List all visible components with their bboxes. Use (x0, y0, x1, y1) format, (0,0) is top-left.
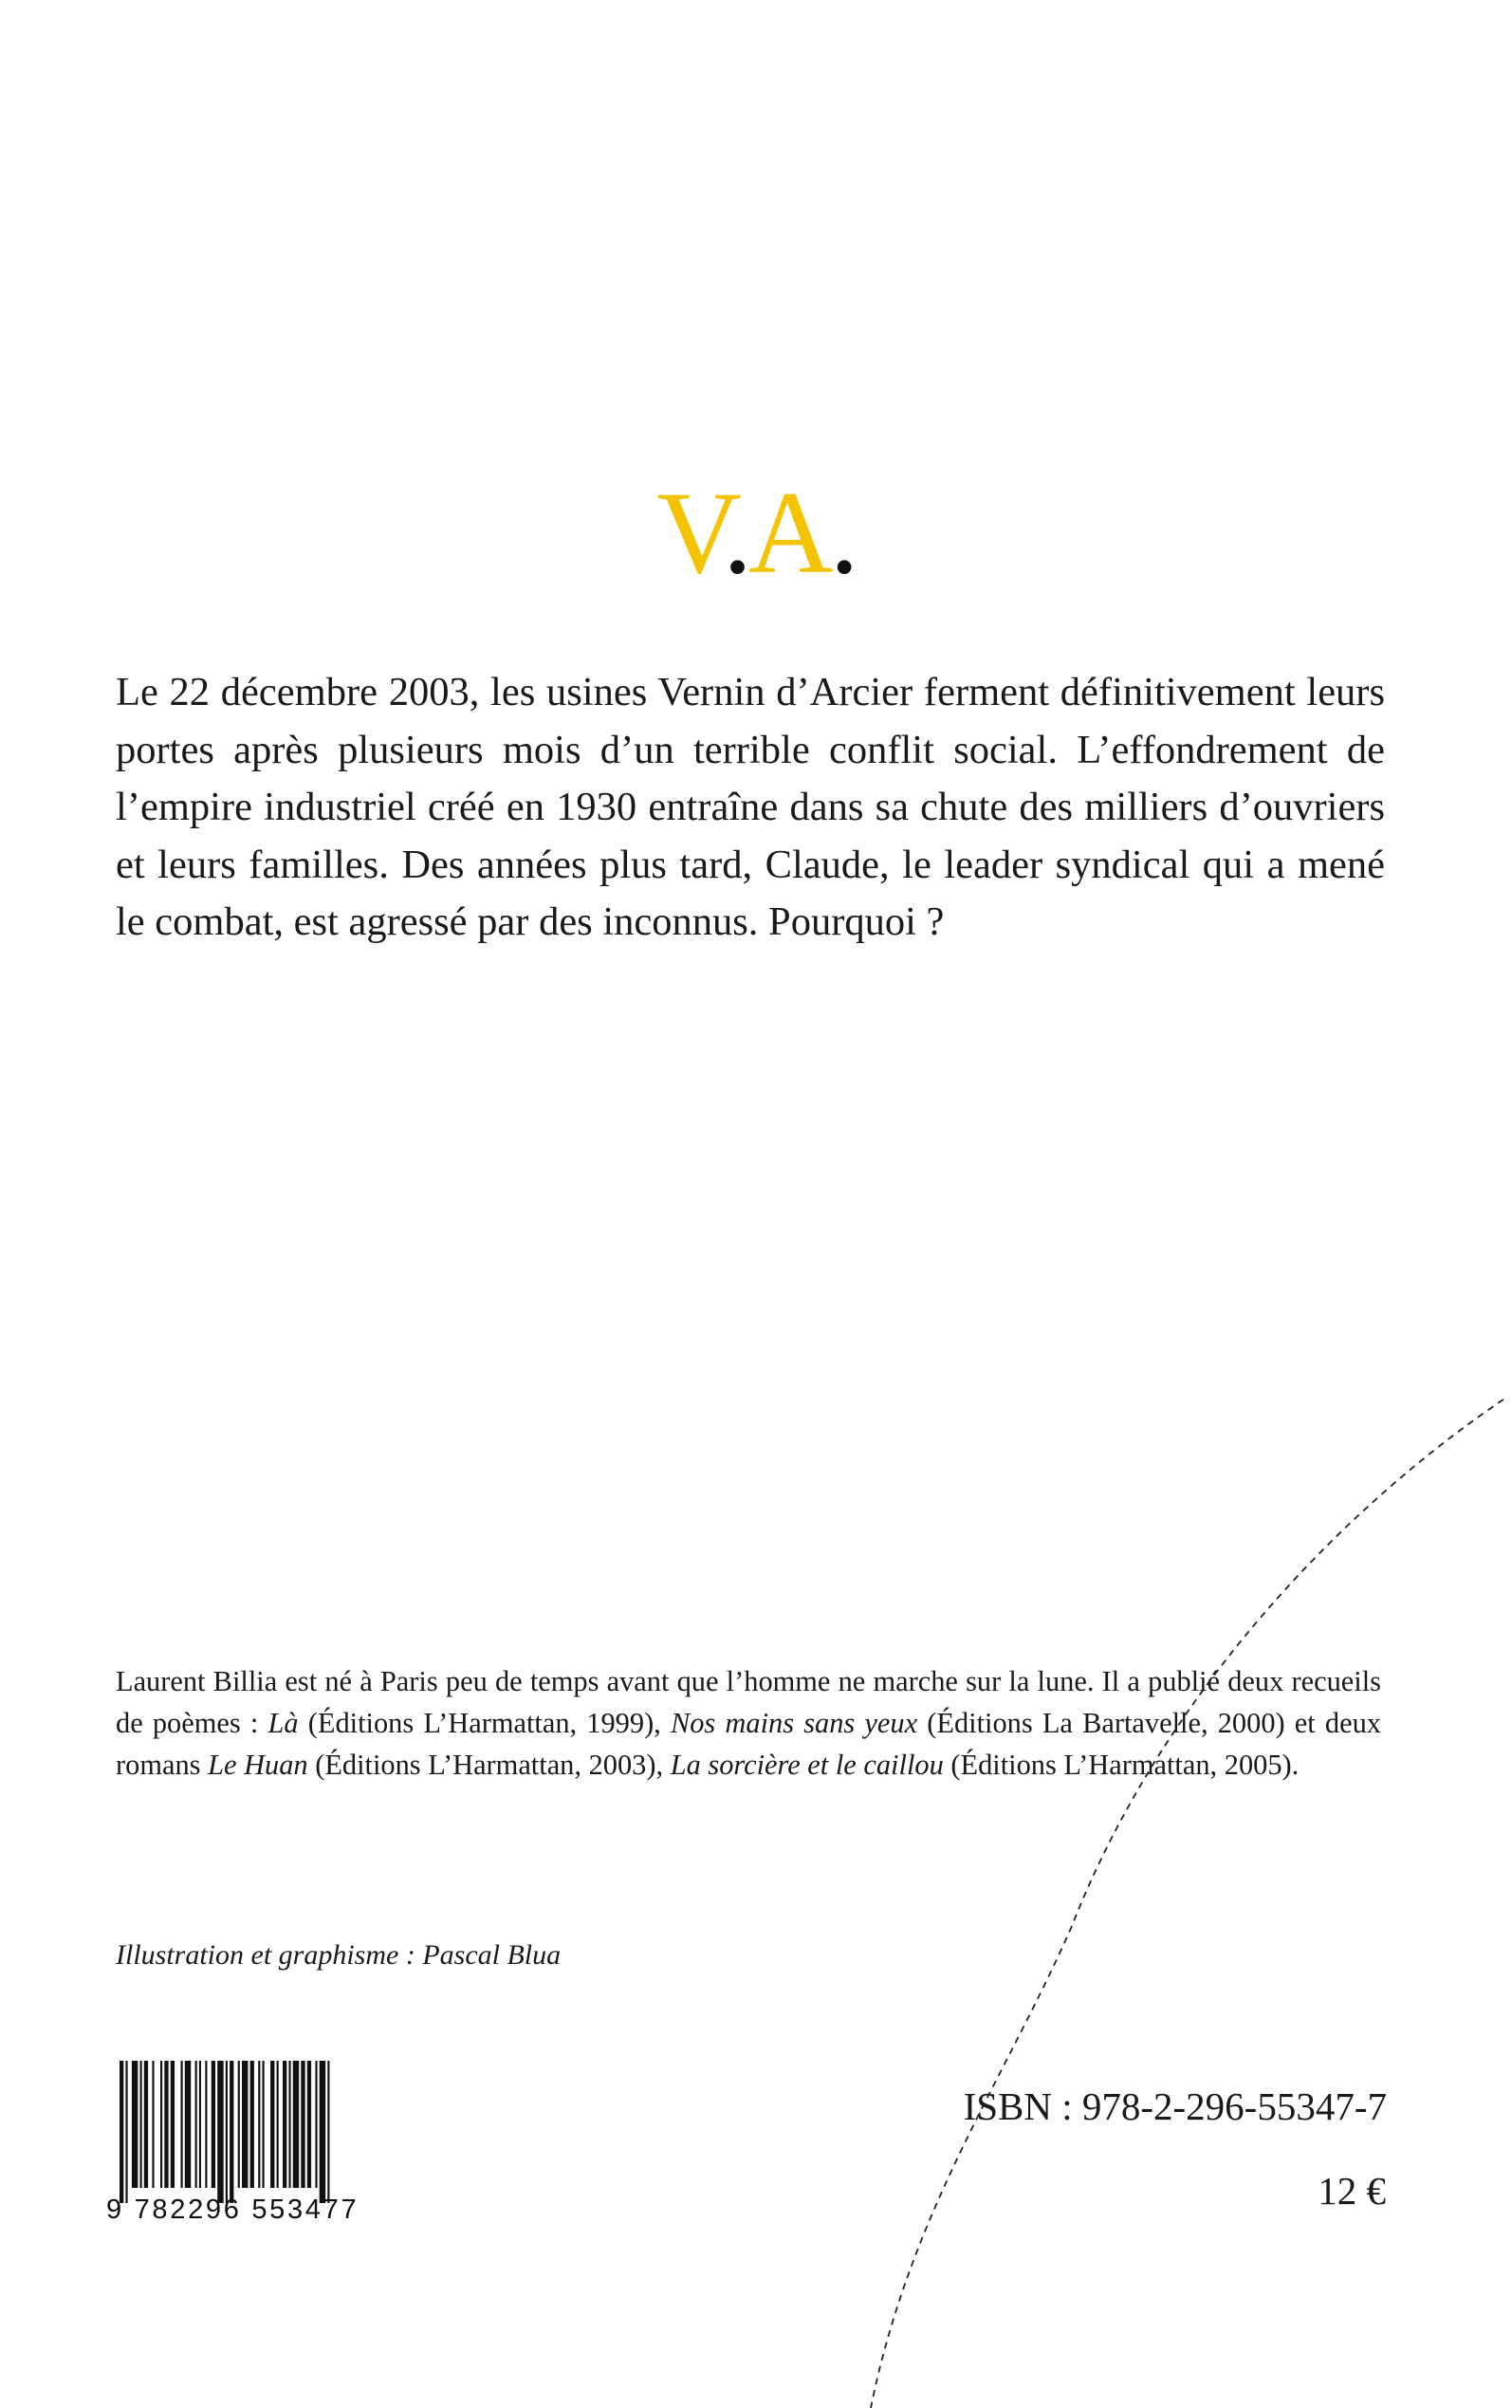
barcode-bar (320, 2061, 325, 2203)
barcode-bar (230, 2061, 233, 2203)
barcode-bar (205, 2061, 207, 2188)
bio-book-title-4: La sorcière et le caillou (670, 1749, 944, 1781)
barcode-bar (212, 2061, 215, 2188)
barcode-bar (195, 2061, 197, 2188)
barcode-bar (152, 2061, 154, 2188)
title-dot-1: . (723, 468, 748, 598)
bio-book-title-2: Nos mains sans yeux (670, 1707, 918, 1739)
price-label: 12 € (1318, 2169, 1386, 2213)
bio-text-1: Laurent Billia est né à Paris peu de temps avant que l’homme ne marche sur la lune. Il a publié deux recueils de poèmes : (116, 1665, 1381, 1739)
barcode-bar (185, 2061, 191, 2188)
title-letter-a: A (748, 468, 830, 598)
title-letter-v: V (656, 468, 723, 598)
barcode-bar (140, 2061, 142, 2188)
barcode-bar (242, 2061, 248, 2188)
bio-book-title-1: Là (267, 1707, 299, 1739)
barcode-bar (327, 2061, 329, 2203)
barcode-bar (125, 2061, 127, 2203)
barcode-bar (307, 2061, 311, 2188)
barcode-bar (199, 2061, 201, 2188)
barcode-bar (283, 2061, 286, 2188)
barcode-bar (171, 2061, 175, 2188)
barcode-bar (315, 2061, 317, 2188)
bio-book-title-3: Le Huan (208, 1749, 308, 1781)
barcode-bar (270, 2061, 274, 2188)
barcode-bar (217, 2061, 223, 2203)
illustration-credit: Illustration et graphisme : Pascal Blua (116, 1939, 562, 1971)
barcode-bar (263, 2061, 265, 2188)
bio-text-2: (Éditions L’Harmattan, 1999), (298, 1707, 671, 1739)
barcode-bar (288, 2061, 290, 2188)
barcode-bar (160, 2061, 162, 2188)
barcode-bar (144, 2061, 148, 2188)
barcode-bar (181, 2061, 183, 2188)
author-bio-paragraph (116, 1660, 1381, 1786)
barcode-bar (250, 2061, 254, 2188)
bio-text-4: (Éditions L’Harmattan, 2003), (307, 1749, 671, 1781)
synopsis-paragraph: Le 22 décembre 2003, les usines Vernin d’Arcier ferment définitivement leurs portes après plusieurs mois d’un terrible conflit social. L’effondrement de l’empire industriel créé en 1930 entraîne dans sa chute des milliers d’ouvriers et leurs familles. Des années plus tard, Claude, le leader syndical qui a mené le combat, est agressé par des inconnus. Pourquoi ? (116, 670, 1385, 944)
book-title-initials (0, 468, 1512, 598)
barcode-bar (301, 2061, 304, 2188)
title-dot-2: . (829, 468, 856, 598)
barcode-digits: 9 782296 553477 (106, 2195, 360, 2225)
isbn-number: ISBN : 978-2-296-55347-7 (963, 2084, 1387, 2128)
barcode-bar (258, 2061, 260, 2188)
barcode-bar (293, 2061, 299, 2188)
barcode-bar (226, 2061, 228, 2203)
barcode-bar (238, 2061, 240, 2188)
bio-text-5: (Éditions L’Harmattan, 2005). (943, 1749, 1300, 1781)
bio-text-3: (Éditions La Bartavelle, 2000) et deux romans (116, 1707, 1381, 1781)
barcode-bar (132, 2061, 138, 2188)
barcode-bar (164, 2061, 168, 2188)
barcode-bar (277, 2061, 279, 2188)
barcode-bar (120, 2061, 123, 2203)
